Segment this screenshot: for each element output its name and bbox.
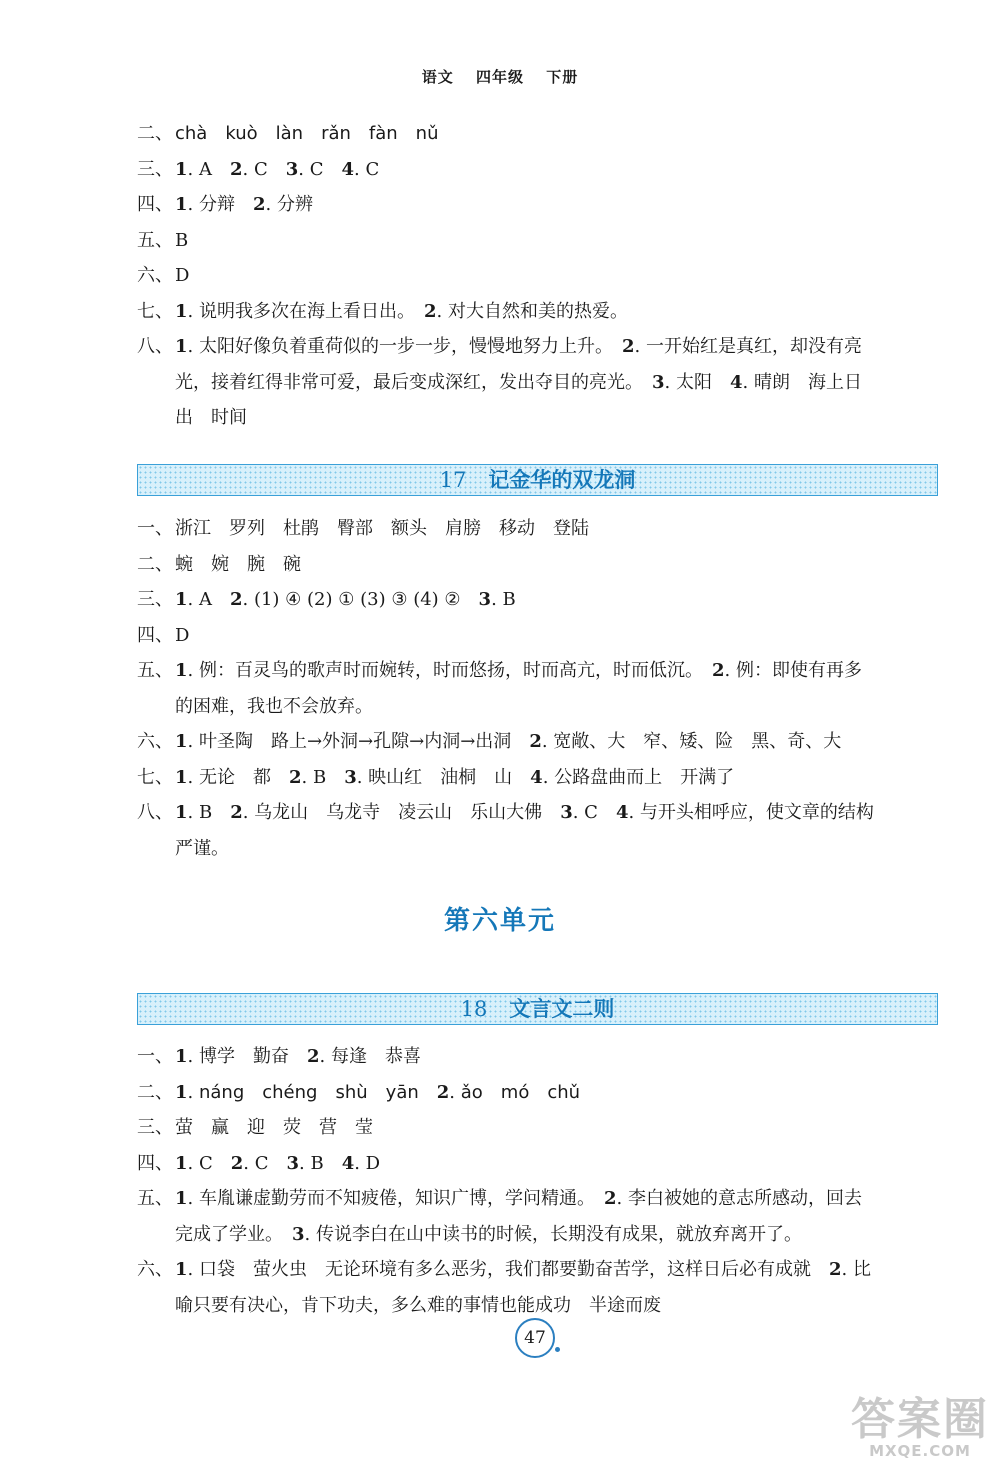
answers-lesson-16	[137, 116, 937, 436]
answer-text: B	[175, 229, 189, 251]
answer-line	[137, 1217, 937, 1253]
answer-line	[137, 1075, 937, 1111]
lesson-18-number: 18	[460, 997, 488, 1021]
answer-text: 1. 例：百灵鸟的歌声时而婉转，时而悠扬，时而高亢，时而低沉。 2. 例：即使有再多	[175, 660, 862, 681]
answer-line	[137, 329, 937, 365]
answer-line	[137, 1110, 937, 1146]
answer-line	[137, 1146, 937, 1182]
answer-line	[137, 689, 937, 725]
answer-text: 1. 无论 都 2. B 3. 映山红 油桐 山 4. 公路盘曲而上 开满了	[175, 766, 735, 788]
answer-line	[137, 653, 937, 689]
answer-line	[137, 831, 937, 867]
question-label: 四、	[137, 624, 173, 646]
answer-line	[137, 1039, 937, 1075]
answer-text: 萤 赢 迎 荧 营 莹	[175, 1117, 373, 1138]
answer-text: 严谨。	[175, 837, 229, 859]
answer-text: 出 时间	[175, 407, 247, 428]
answer-line	[137, 724, 937, 760]
answer-text: 1. 说明我多次在海上看日出。 2. 对大自然和美的热爱。	[175, 300, 628, 322]
answer-text: 1. 叶圣陶 路上→外洞→孔隙→内洞→出洞 2. 宽敞、大 窄、矮、险 黑、奇、大	[175, 731, 842, 752]
question-label: 八、	[137, 802, 173, 823]
question-label: 三、	[137, 158, 173, 180]
answer-text: 1. náng chéng shù yān 2. ǎo mó chǔ	[175, 1081, 581, 1103]
answer-line	[137, 223, 937, 259]
page-number: 47	[515, 1318, 555, 1358]
question-label: 三、	[137, 589, 173, 610]
question-label: 八、	[137, 336, 173, 357]
answer-line	[137, 365, 937, 401]
question-label: 五、	[137, 229, 173, 251]
answer-line	[137, 152, 937, 188]
answer-text: 喻只要有决心，肯下功夫，多么难的事情也能成功 半途而废	[175, 1294, 661, 1316]
answer-line	[137, 1252, 937, 1288]
answer-text: 1. 太阳好像负着重荷似的一步一步，慢慢地努力上升。 2. 一开始红是真红，却没有亮	[175, 336, 862, 357]
answer-line	[137, 618, 937, 654]
answer-line	[137, 258, 937, 294]
question-label: 三、	[137, 1117, 173, 1138]
question-label: 六、	[137, 265, 173, 286]
answer-text: 1. 口袋 萤火虫 无论环境有多么恶劣，我们都要勤奋苦学，这样日后必有成就 2. 比	[175, 1259, 871, 1280]
answer-text: 1. A 2. C 3. C 4. C	[175, 158, 380, 180]
answer-text: 的困难，我也不会放弃。	[175, 695, 373, 717]
answer-text: 1. 车胤谦虚勤劳而不知疲倦，知识广博，学问精通。 2. 李白被她的意志所感动，回去	[175, 1188, 862, 1209]
answer-text: chà kuò làn rǎn fàn nǔ	[175, 123, 439, 144]
answer-line	[137, 547, 937, 583]
header-grade: 四年级	[475, 68, 524, 86]
lesson-17-banner	[137, 464, 938, 496]
answer-text: 完成了学业。 3. 传说李白在山中读书的时候，长期没有成果，就放弃离开了。	[175, 1223, 802, 1245]
question-label: 一、	[137, 1046, 173, 1067]
question-label: 二、	[137, 553, 173, 575]
answer-line	[137, 795, 937, 831]
answer-text: 浙江 罗列 杜鹃 臀部 额头 肩膀 移动 登陆	[175, 518, 589, 539]
answer-line	[137, 582, 937, 618]
header-subject: 语文	[421, 68, 454, 86]
question-label: 一、	[137, 518, 173, 539]
unit-title: 第六单元	[443, 906, 556, 936]
page-header	[0, 66, 1000, 87]
answers-lesson-17	[137, 511, 937, 866]
question-label: 七、	[137, 300, 173, 322]
answer-line	[137, 511, 937, 547]
question-label: 七、	[137, 766, 173, 788]
question-label: 四、	[137, 1152, 173, 1174]
lesson-17-title: 记金华的双龙洞	[488, 468, 636, 492]
answer-line	[137, 760, 937, 796]
question-label: 五、	[137, 660, 173, 681]
answer-line	[137, 1181, 937, 1217]
answer-text: D	[175, 265, 190, 286]
answer-text: 1. 博学 勤奋 2. 每逢 恭喜	[175, 1046, 421, 1067]
answer-text: 1. A 2. (1) ④ (2) ① (3) ③ (4) ② 3. B	[175, 589, 516, 610]
question-label: 二、	[137, 1081, 173, 1103]
answers-lesson-18	[137, 1039, 937, 1323]
answer-line	[137, 187, 937, 223]
watermark	[850, 1394, 990, 1460]
watermark-site: MXQE.COM	[869, 1442, 971, 1460]
answer-text: 光，接着红得非常可爱，最后变成深红，发出夺目的亮光。 3. 太阳 4. 晴朗 海上日	[175, 371, 862, 393]
watermark-text: 答案圈	[851, 1394, 989, 1445]
header-volume: 下册	[546, 68, 579, 86]
answer-text: D	[175, 624, 190, 646]
lesson-17-number: 17	[439, 468, 467, 492]
answer-text: 1. 分辩 2. 分辨	[175, 194, 313, 215]
lesson-18-banner	[137, 993, 938, 1025]
question-label: 四、	[137, 194, 173, 215]
lesson-18-title: 文言文二则	[509, 997, 615, 1021]
answer-line	[137, 400, 937, 436]
question-label: 二、	[137, 123, 173, 144]
question-label: 六、	[137, 731, 173, 752]
question-label: 五、	[137, 1188, 173, 1209]
question-label: 六、	[137, 1259, 173, 1280]
answer-text: 蜿 婉 腕 碗	[175, 553, 301, 575]
answer-line	[137, 294, 937, 330]
answer-text: 1. C 2. C 3. B 4. D	[175, 1152, 381, 1174]
answer-text: 1. B 2. 乌龙山 乌龙寺 凌云山 乐山大佛 3. C 4. 与开头相呼应，使文章的结构	[175, 802, 874, 823]
answer-line	[137, 116, 937, 152]
